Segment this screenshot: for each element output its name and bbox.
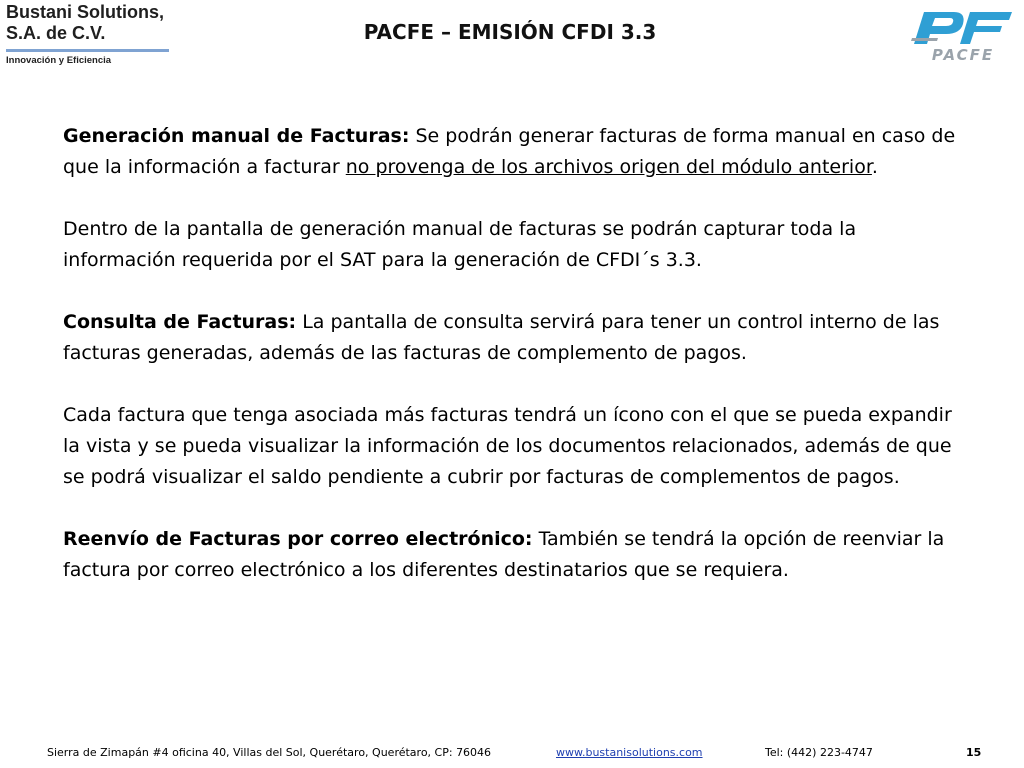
company-underline-rule: [6, 49, 169, 52]
slide-body: [63, 121, 968, 586]
footer-phone: Tel: (442) 223-4747: [765, 746, 873, 759]
text-manual-generation-2: .: [871, 156, 878, 178]
footer-address: Sierra de Zimapán #4 oficina 40, Villas del Sol, Querétaro, Querétaro, CP: 76046: [47, 746, 492, 759]
pacfe-logo-mark: [908, 4, 1018, 48]
text-consulta: La pantalla de consulta servirá para tener un control interno de las facturas generadas, además de las facturas de complemento de pagos.: [63, 311, 940, 364]
footer-website-link[interactable]: www.bustanisolutions.com: [556, 746, 703, 759]
company-name-line1: Bustani Solutions,: [6, 2, 165, 22]
paragraph-reenvio: [63, 524, 968, 586]
heading-consulta: Consulta de Facturas:: [63, 311, 297, 333]
heading-reenvio: Reenvío de Facturas por correo electrónico:: [63, 528, 533, 550]
pacfe-logo: [908, 4, 1018, 66]
paragraph-manual-screen: Dentro de la pantalla de generación manual de facturas se podrán capturar toda la información requerida por el SAT para la generación de CFDI´s 3.3.: [63, 218, 857, 271]
company-header: [6, 2, 176, 66]
text-manual-generation-underlined: no provenga de los archivos origen del módulo anterior: [345, 156, 872, 178]
paragraph-manual-generation: [63, 121, 968, 183]
company-name-line2: S.A. de C.V.: [6, 23, 106, 43]
text-reenvio: También se tendrá la opción de reenviar la factura por correo electrónico a los diferentes destinatarios que se requiera.: [63, 528, 945, 581]
heading-manual-generation: Generación manual de Facturas:: [63, 125, 410, 147]
text-manual-generation-1: Se podrán generar facturas de forma manual en caso de que la información a facturar: [63, 125, 956, 178]
company-tagline: Innovación y Eficiencia: [6, 55, 112, 66]
page-number: 15: [966, 746, 982, 759]
paragraph-expand-related: Cada factura que tenga asociada más facturas tendrá un ícono con el que se pueda expandir la vista y se pueda visualizar la información de los documentos relacionados, además de que se podrá visualizar el saldo pendiente a cubrir por facturas de complementos de pagos.: [63, 404, 952, 488]
paragraph-consulta: [63, 307, 968, 369]
pacfe-logo-text: PACFE: [931, 46, 995, 64]
footer: [0, 746, 1024, 766]
slide-title: PACFE – EMISIÓN CFDI 3.3: [363, 20, 657, 44]
